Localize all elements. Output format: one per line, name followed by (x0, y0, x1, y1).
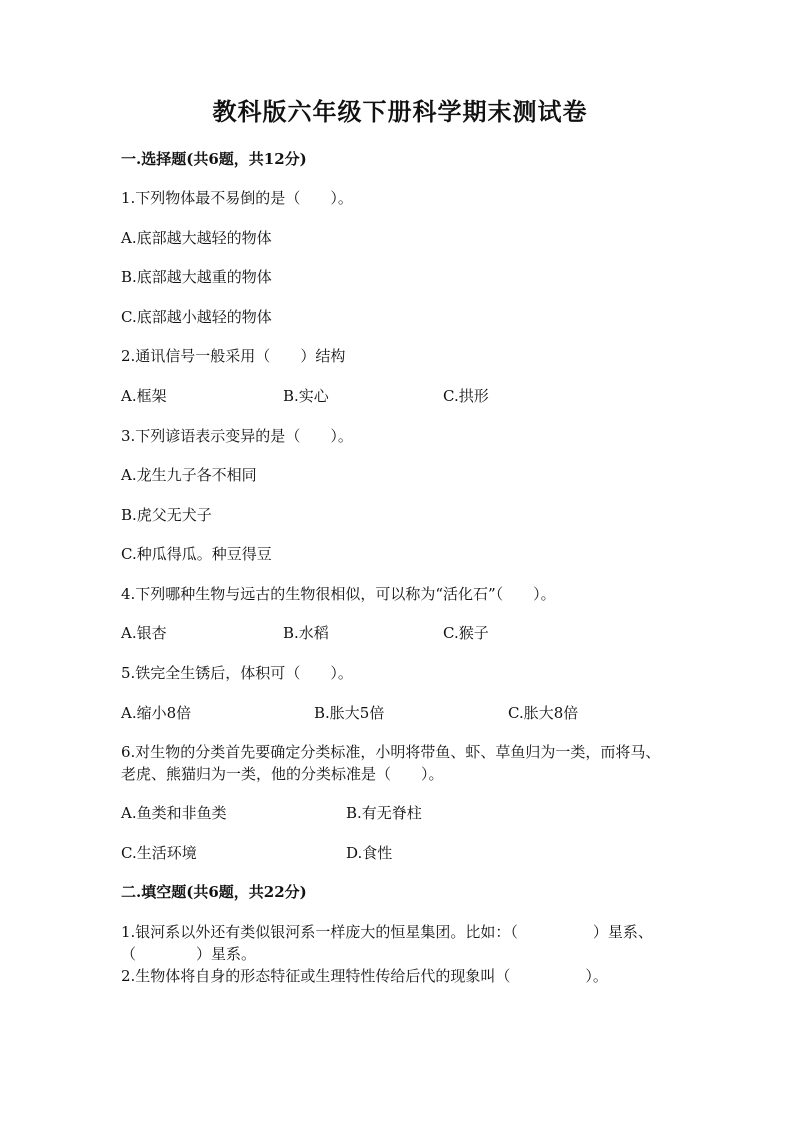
option-b: B.水稻 (283, 624, 329, 642)
page-title: 教科版六年级下册科学期末测试卷 (212, 97, 588, 126)
option-c: C.胀大8倍 (508, 704, 579, 722)
question-stem: 2.生物体将自身的形态特征或生理特性传给后代的现象叫（ ）。 (121, 967, 608, 985)
option-d: D.食性 (346, 844, 393, 862)
option-b: B.实心 (283, 387, 329, 405)
option-a: A.缩小8倍 (121, 704, 192, 722)
question-stem: 5.铁完全生锈后，体积可（ ）。 (121, 664, 353, 682)
option-b: B.有无脊柱 (346, 804, 422, 822)
option-b: B.胀大5倍 (314, 704, 385, 722)
question-stem: 1.银河系以外还有类似银河系一样庞大的恒星集团。比如：（ ）星系、（ ）星系。 (121, 923, 653, 963)
section-heading-choice: 一.选择题(共6题，共12分) (121, 150, 307, 168)
option-c: C.种瓜得瓜。种豆得豆 (121, 545, 272, 563)
question-stem: 3.下列谚语表示变异的是（ ）。 (121, 427, 353, 445)
option-a: A.鱼类和非鱼类 (121, 804, 227, 822)
question-stem: 6.对生物的分类首先要确定分类标准，小明将带鱼、虾、草鱼归为一类，而将马、老虎、熊猫归为一类，他的分类标准是（ ）。 (121, 743, 661, 783)
option-b: B.虎父无犬子 (121, 506, 212, 524)
option-c: C.拱形 (443, 387, 489, 405)
option-c: C.底部越小越轻的物体 (121, 308, 272, 326)
option-a: A.框架 (121, 387, 167, 405)
section-heading-fill: 二.填空题(共6题，共22分) (121, 883, 307, 901)
question-stem: 2.通讯信号一般采用（ ）结构 (121, 347, 346, 365)
option-a: A.底部越大越轻的物体 (121, 229, 272, 247)
option-a: A.银杏 (121, 624, 167, 642)
option-c: C.生活环境 (121, 844, 197, 862)
option-c: C.猴子 (443, 624, 489, 642)
option-a: A.龙生九子各不相同 (121, 466, 257, 484)
question-stem: 1.下列物体最不易倒的是（ ）。 (121, 189, 353, 207)
option-b: B.底部越大越重的物体 (121, 268, 272, 286)
question-stem: 4.下列哪种生物与远古的生物很相似，可以称为“活化石”（ ）。 (121, 585, 556, 603)
